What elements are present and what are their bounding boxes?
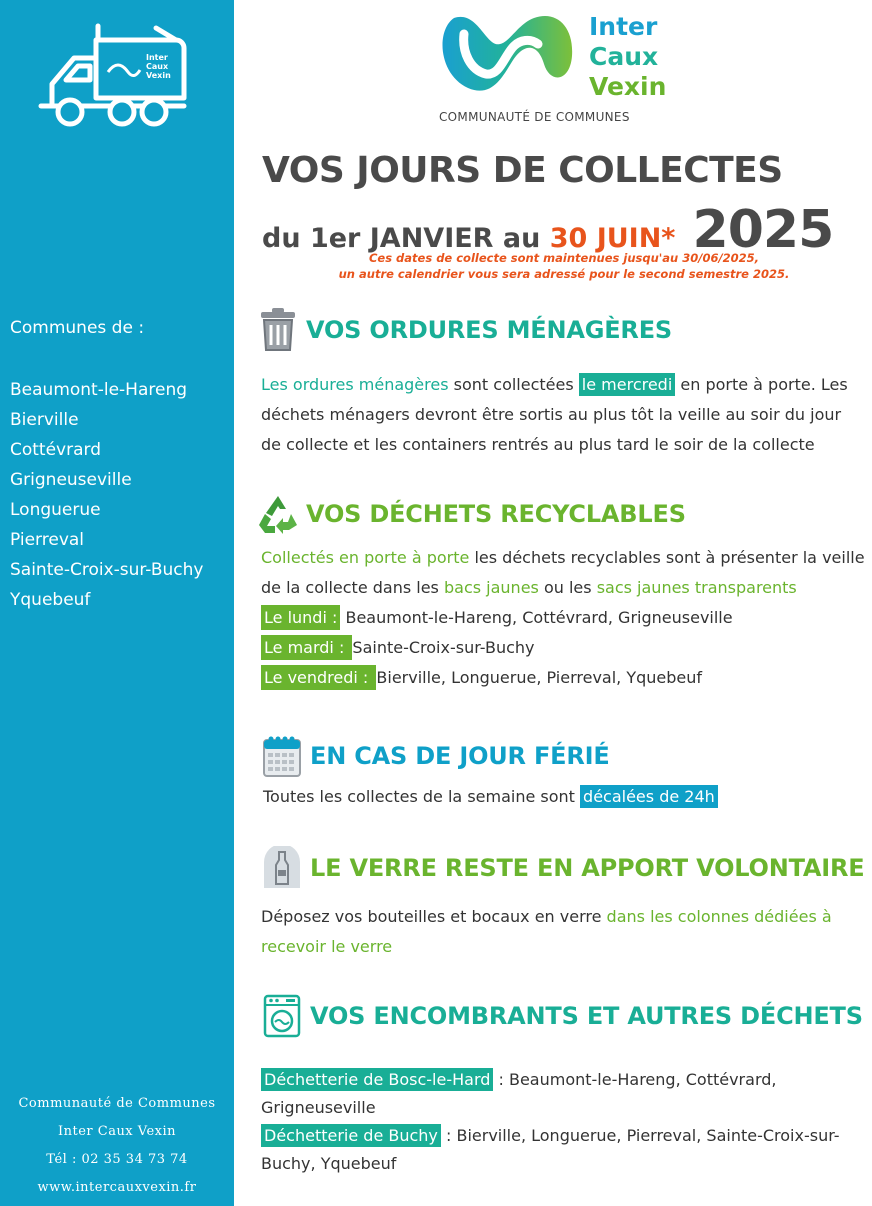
recyclables-text: les déchets recyclables sont à présenter la veille de la collecte dans les <box>261 548 865 597</box>
schedule-row <box>261 663 866 693</box>
logo-word-caux: Caux <box>589 42 659 71</box>
subtitle-date-end: 30 JUIN* <box>549 223 676 254</box>
main-content <box>234 0 872 1206</box>
section-verre-title: LE VERRE RESTE EN APPORT VOLONTAIRE <box>310 854 865 882</box>
day-badge: Le mardi : <box>261 635 352 660</box>
list-item: Beaumont-le-Hareng <box>10 380 188 400</box>
logo-word-inter: Inter <box>589 12 658 41</box>
recyclables-label: Collectés en porte à porte <box>261 548 470 567</box>
day-badge: Le lundi : <box>261 605 340 630</box>
dechetterie-communes: : Beaumont-le-Hareng, Cottévrard, Grigneuseville <box>261 1070 777 1117</box>
validity-note <box>294 250 834 282</box>
svg-text:Vexin: Vexin <box>146 71 171 80</box>
sacs-jaunes-label: sacs jaunes transparents <box>596 578 797 597</box>
list-item: Pierreval <box>10 530 85 550</box>
schedule-communes: Bierville, Longuerue, Pierreval, Yquebeuf <box>376 668 703 687</box>
sidebar-footer <box>0 1090 234 1202</box>
dechetterie-row <box>261 1122 861 1178</box>
ordures-text-rest: en porte à porte. Les déchets ménagers devront être sortis au plus tôt la veille au soir du jour de collecte et les containers rentrés au plus tard le soir de la collecte <box>261 375 848 454</box>
subtitle-year: 2025 <box>675 200 834 260</box>
washing-machine-icon <box>262 994 302 1038</box>
bottle-icon <box>262 846 302 890</box>
schedule-communes: Beaumont-le-Hareng, Cottévrard, Grigneuseville <box>340 608 733 627</box>
dechetterie-badge: Déchetterie de Bosc-le-Hard <box>261 1068 493 1091</box>
dechetterie-badge: Déchetterie de Buchy <box>261 1124 441 1147</box>
section-encombrants-title: VOS ENCOMBRANTS ET AUTRES DÉCHETS <box>310 1002 863 1030</box>
section-encombrants-text <box>261 1066 861 1178</box>
schedule-row <box>261 633 866 663</box>
note-line-2: un autre calendrier vous sera adressé pour le second semestre 2025. <box>338 267 790 281</box>
list-item: Yquebeuf <box>10 590 91 610</box>
footer-org: Communauté de Communes <box>18 1096 216 1111</box>
ordures-label: Les ordures ménagères <box>261 375 449 394</box>
ordures-text: sont collectées <box>448 375 579 394</box>
logo-text <box>589 12 666 102</box>
section-ordures-header <box>258 308 672 352</box>
section-ordures-title: VOS ORDURES MÉNAGÈRES <box>306 316 672 344</box>
dechetterie-communes: : Bierville, Longuerue, Pierreval, Sainte-Croix-sur-Buchy, Yquebeuf <box>261 1126 840 1173</box>
logo-word-vexin: Vexin <box>589 72 667 101</box>
schedule-communes: Sainte-Croix-sur-Buchy <box>352 638 535 657</box>
communes-list <box>10 375 203 615</box>
section-recyclables-text <box>261 543 866 693</box>
note-line-1: Ces dates de collecte sont maintenues jusqu'au 30/06/2025, <box>368 251 760 265</box>
sidebar <box>0 0 234 1206</box>
list-item: Sainte-Croix-sur-Buchy <box>10 560 204 580</box>
ferie-text: Toutes les collectes de la semaine sont <box>263 787 581 806</box>
logo-subtitle: COMMUNAUTÉ DE COMMUNES <box>439 110 630 124</box>
subtitle-date-start: du 1er JANVIER au <box>262 223 550 254</box>
ordures-day-badge: le mercredi <box>579 373 676 396</box>
recycle-icon <box>258 492 298 536</box>
recyclables-text-or: ou les <box>538 578 597 597</box>
list-item: Grigneuseville <box>10 470 132 490</box>
list-item: Bierville <box>10 410 79 430</box>
logo-mark-icon <box>434 4 578 100</box>
section-verre-text <box>261 902 866 962</box>
bacs-jaunes-label: bacs jaunes <box>443 578 539 597</box>
section-ferie-header <box>262 734 610 778</box>
section-encombrants-header <box>262 994 863 1038</box>
truck-icon <box>36 18 188 130</box>
section-recyclables-header <box>258 492 686 536</box>
ferie-delay-badge: décalées de 24h <box>580 785 718 808</box>
communes-title: Communes de : <box>10 318 145 338</box>
verre-columns-label: dans les colonnes dédiées à recevoir le verre <box>261 907 832 956</box>
schedule-row <box>261 603 866 633</box>
calendar-icon <box>262 734 302 778</box>
dechetterie-row <box>261 1066 861 1122</box>
svg-text:Inter: Inter <box>146 53 168 62</box>
footer-website[interactable]: www.intercauxvexin.fr <box>37 1180 197 1195</box>
trash-bin-icon <box>258 308 298 352</box>
svg-text:Caux: Caux <box>146 62 169 71</box>
section-ferie-title: EN CAS DE JOUR FÉRIÉ <box>310 742 610 770</box>
footer-phone[interactable]: Tél : 02 35 34 73 74 <box>46 1152 188 1167</box>
section-recyclables-title: VOS DÉCHETS RECYCLABLES <box>306 500 686 528</box>
section-ferie-text <box>263 782 868 812</box>
section-ordures-text <box>261 370 866 460</box>
day-badge: Le vendredi : <box>261 665 376 690</box>
list-item: Cottévrard <box>10 440 102 460</box>
footer-org-name: Inter Caux Vexin <box>57 1124 177 1139</box>
page-title: VOS JOURS DE COLLECTES <box>262 150 783 191</box>
list-item: Longuerue <box>10 500 101 520</box>
logo <box>434 4 667 126</box>
section-verre-header <box>262 846 865 890</box>
verre-text: Déposez vos bouteilles et bocaux en verre <box>261 907 607 926</box>
